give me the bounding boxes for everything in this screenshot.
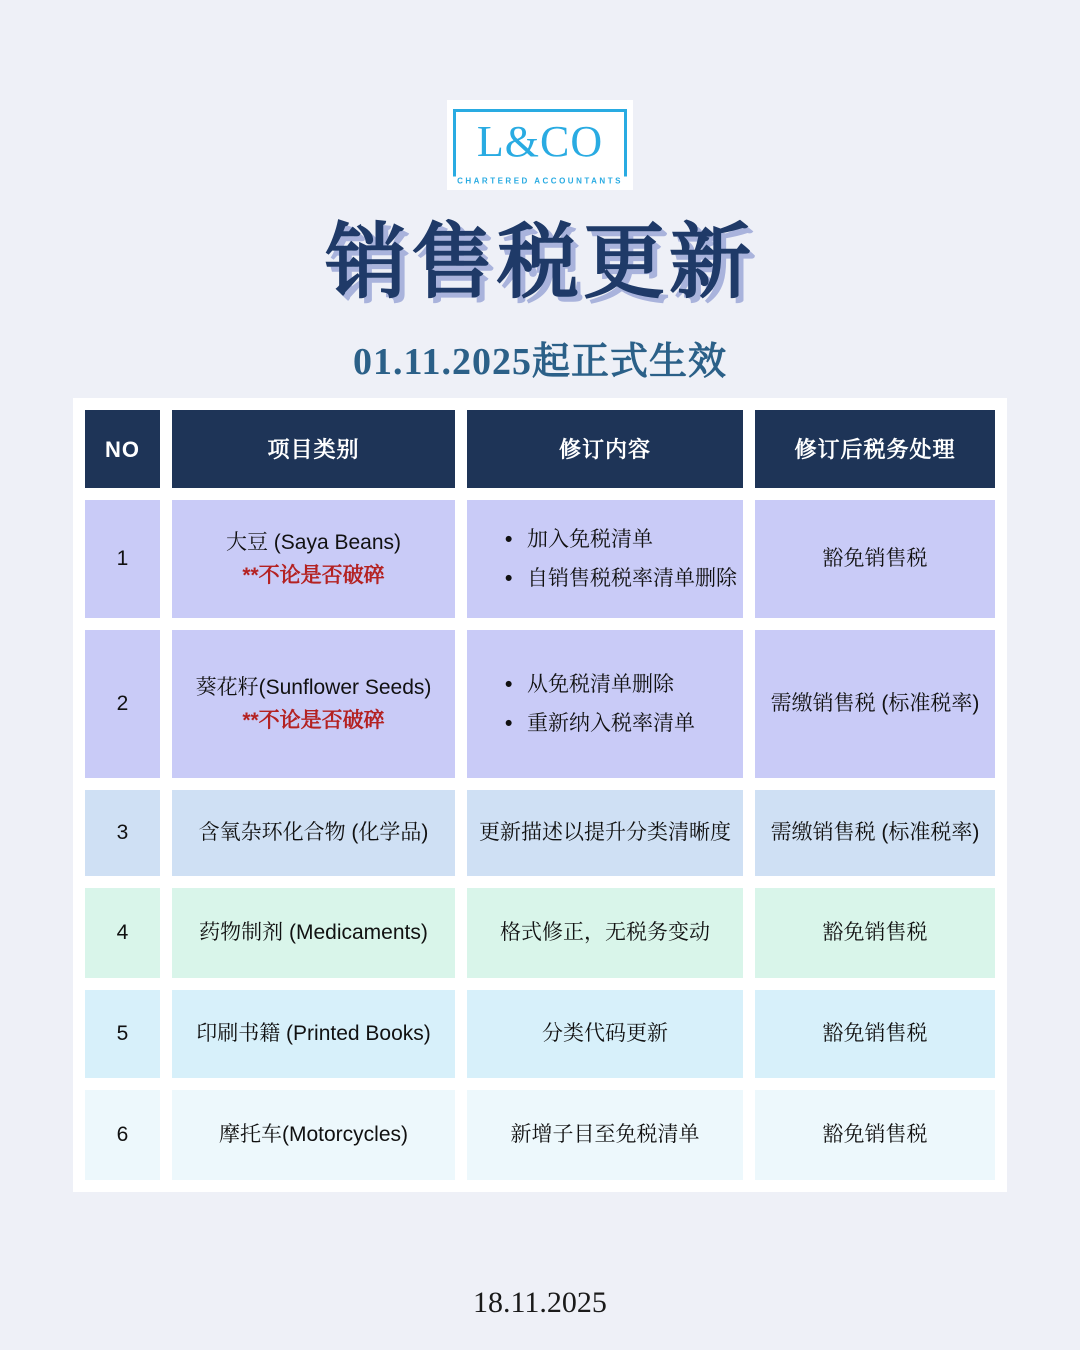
row1-change-item-2: • 自销售税税率清单删除 (505, 563, 737, 595)
logo-tagline: CHARTERED ACCOUNTANTS (452, 177, 628, 186)
row2-cell-category (172, 630, 455, 778)
post-date: 18.11.2025 (473, 1286, 607, 1319)
column-header-treatment: 修订后税务处理 (755, 410, 995, 488)
row2-category-note: **不论是否破碎 (242, 709, 385, 732)
row5-cell-category: 印刷书籍 (Printed Books) (172, 990, 455, 1078)
row5-cell-treatment: 豁免销售税 (755, 990, 995, 1078)
row6-cell-category: 摩托车(Motorcycles) (172, 1090, 455, 1180)
row1-change-item-1: • 加入免税清单 (505, 524, 653, 556)
column-header-no: NO (85, 410, 160, 488)
row2-change-item-1: • 从免税清单删除 (505, 669, 674, 701)
row2-change-item-2: • 重新纳入税率清单 (505, 708, 695, 740)
row1-cell-treatment: 豁免销售税 (755, 500, 995, 618)
row5-cell-no: 5 (85, 990, 160, 1078)
row1-category-note: **不论是否破碎 (242, 564, 385, 587)
row1-cell-changes (467, 500, 743, 618)
row3-cell-category: 含氧杂环化合物 (化学品) (172, 790, 455, 876)
row2-cell-treatment: 需缴销售税 (标准税率) (755, 630, 995, 778)
row1-category-text: 大豆 (Saya Beans) (225, 530, 402, 554)
row6-cell-treatment: 豁免销售税 (755, 1090, 995, 1180)
company-logo (447, 100, 633, 190)
row3-cell-no: 3 (85, 790, 160, 876)
logo-wordmark: L&CO (476, 117, 604, 166)
row4-cell-no: 4 (85, 888, 160, 978)
row2-cell-no: 2 (85, 630, 160, 778)
logo-frame (453, 109, 627, 186)
column-header-changes: 修订内容 (467, 410, 743, 488)
row3-cell-treatment: 需缴销售税 (标准税率) (755, 790, 995, 876)
row1-cell-category (172, 500, 455, 618)
column-header-category: 项目类别 (172, 410, 455, 488)
row2-category-text: 葵花籽(Sunflower Seeds) (195, 675, 432, 699)
row4-cell-treatment: 豁免销售税 (755, 888, 995, 978)
row4-cell-category: 药物制剂 (Medicaments) (172, 888, 455, 978)
row6-cell-changes: 新增子目至免税清单 (467, 1090, 743, 1180)
row4-cell-changes: 格式修正，无税务变动 (467, 888, 743, 978)
row3-cell-changes: 更新描述以提升分类清晰度 (467, 790, 743, 876)
tax-update-table (73, 398, 1007, 1192)
row5-cell-changes: 分类代码更新 (467, 990, 743, 1078)
row6-cell-no: 6 (85, 1090, 160, 1180)
effective-date-subtitle: 01.11.2025起正式生效 (353, 341, 727, 383)
row2-cell-changes (467, 630, 743, 778)
row1-cell-no: 1 (85, 500, 160, 618)
page-title: 销售税更新 (324, 217, 755, 308)
table-grid (85, 410, 995, 1180)
